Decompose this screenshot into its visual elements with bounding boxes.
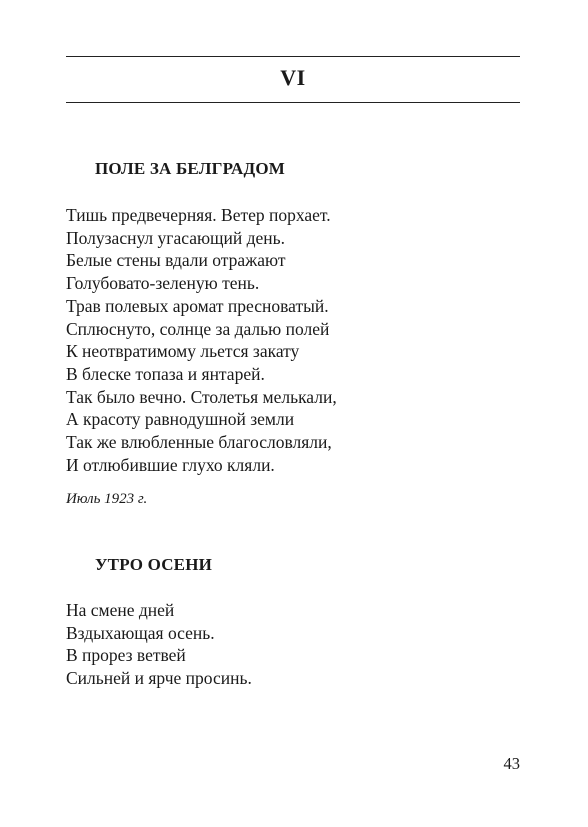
- poem-title-pole-za-belgradom: ПОЛЕ ЗА БЕЛГРАДОМ: [95, 159, 286, 178]
- poem-line: Тишь предвечерняя. Ветер порхает.: [66, 205, 331, 225]
- poem-line: Полузаснул угасающий день.: [66, 227, 286, 248]
- poem-line: Сплюснуто, солнце за далью полей: [66, 318, 330, 339]
- poem-stanza-utro-oseni: [66, 599, 252, 690]
- poem-line: Трав полевых аромат пресноватый.: [66, 295, 329, 316]
- poem-line: На смене дней: [66, 600, 175, 620]
- poem-line: К неотвратимому льется закату: [66, 341, 300, 362]
- poem-line: Сильней и ярче просинь.: [66, 668, 252, 689]
- header-bottom-rule: [66, 102, 520, 103]
- poem-line: В прорез ветвей: [66, 645, 186, 666]
- poem-line: И отлюбившие глухо кляли.: [66, 454, 275, 475]
- poem-line: Так же влюбленные благословляли,: [66, 432, 332, 453]
- page-number: 43: [503, 754, 520, 773]
- poem-line: А красоту равнодушной земли: [66, 409, 295, 430]
- poem-line: Белые стены вдали отражают: [66, 250, 286, 271]
- section-number: VI: [280, 65, 306, 90]
- poem-line: Так было вечно. Столетья мелькали,: [66, 386, 337, 407]
- poem-title-utro-oseni: УТРО ОСЕНИ: [95, 555, 213, 574]
- poem-line: Голубовато-зеленую тень.: [66, 273, 260, 294]
- poem-date: Июль 1923 г.: [66, 491, 148, 507]
- header-top-rule: [66, 56, 520, 57]
- poem-line: Вздыхающая осень.: [66, 622, 215, 643]
- poem-stanza-pole-za-belgradom: [66, 204, 337, 476]
- poem-line: В блеске топаза и янтарей.: [66, 363, 265, 384]
